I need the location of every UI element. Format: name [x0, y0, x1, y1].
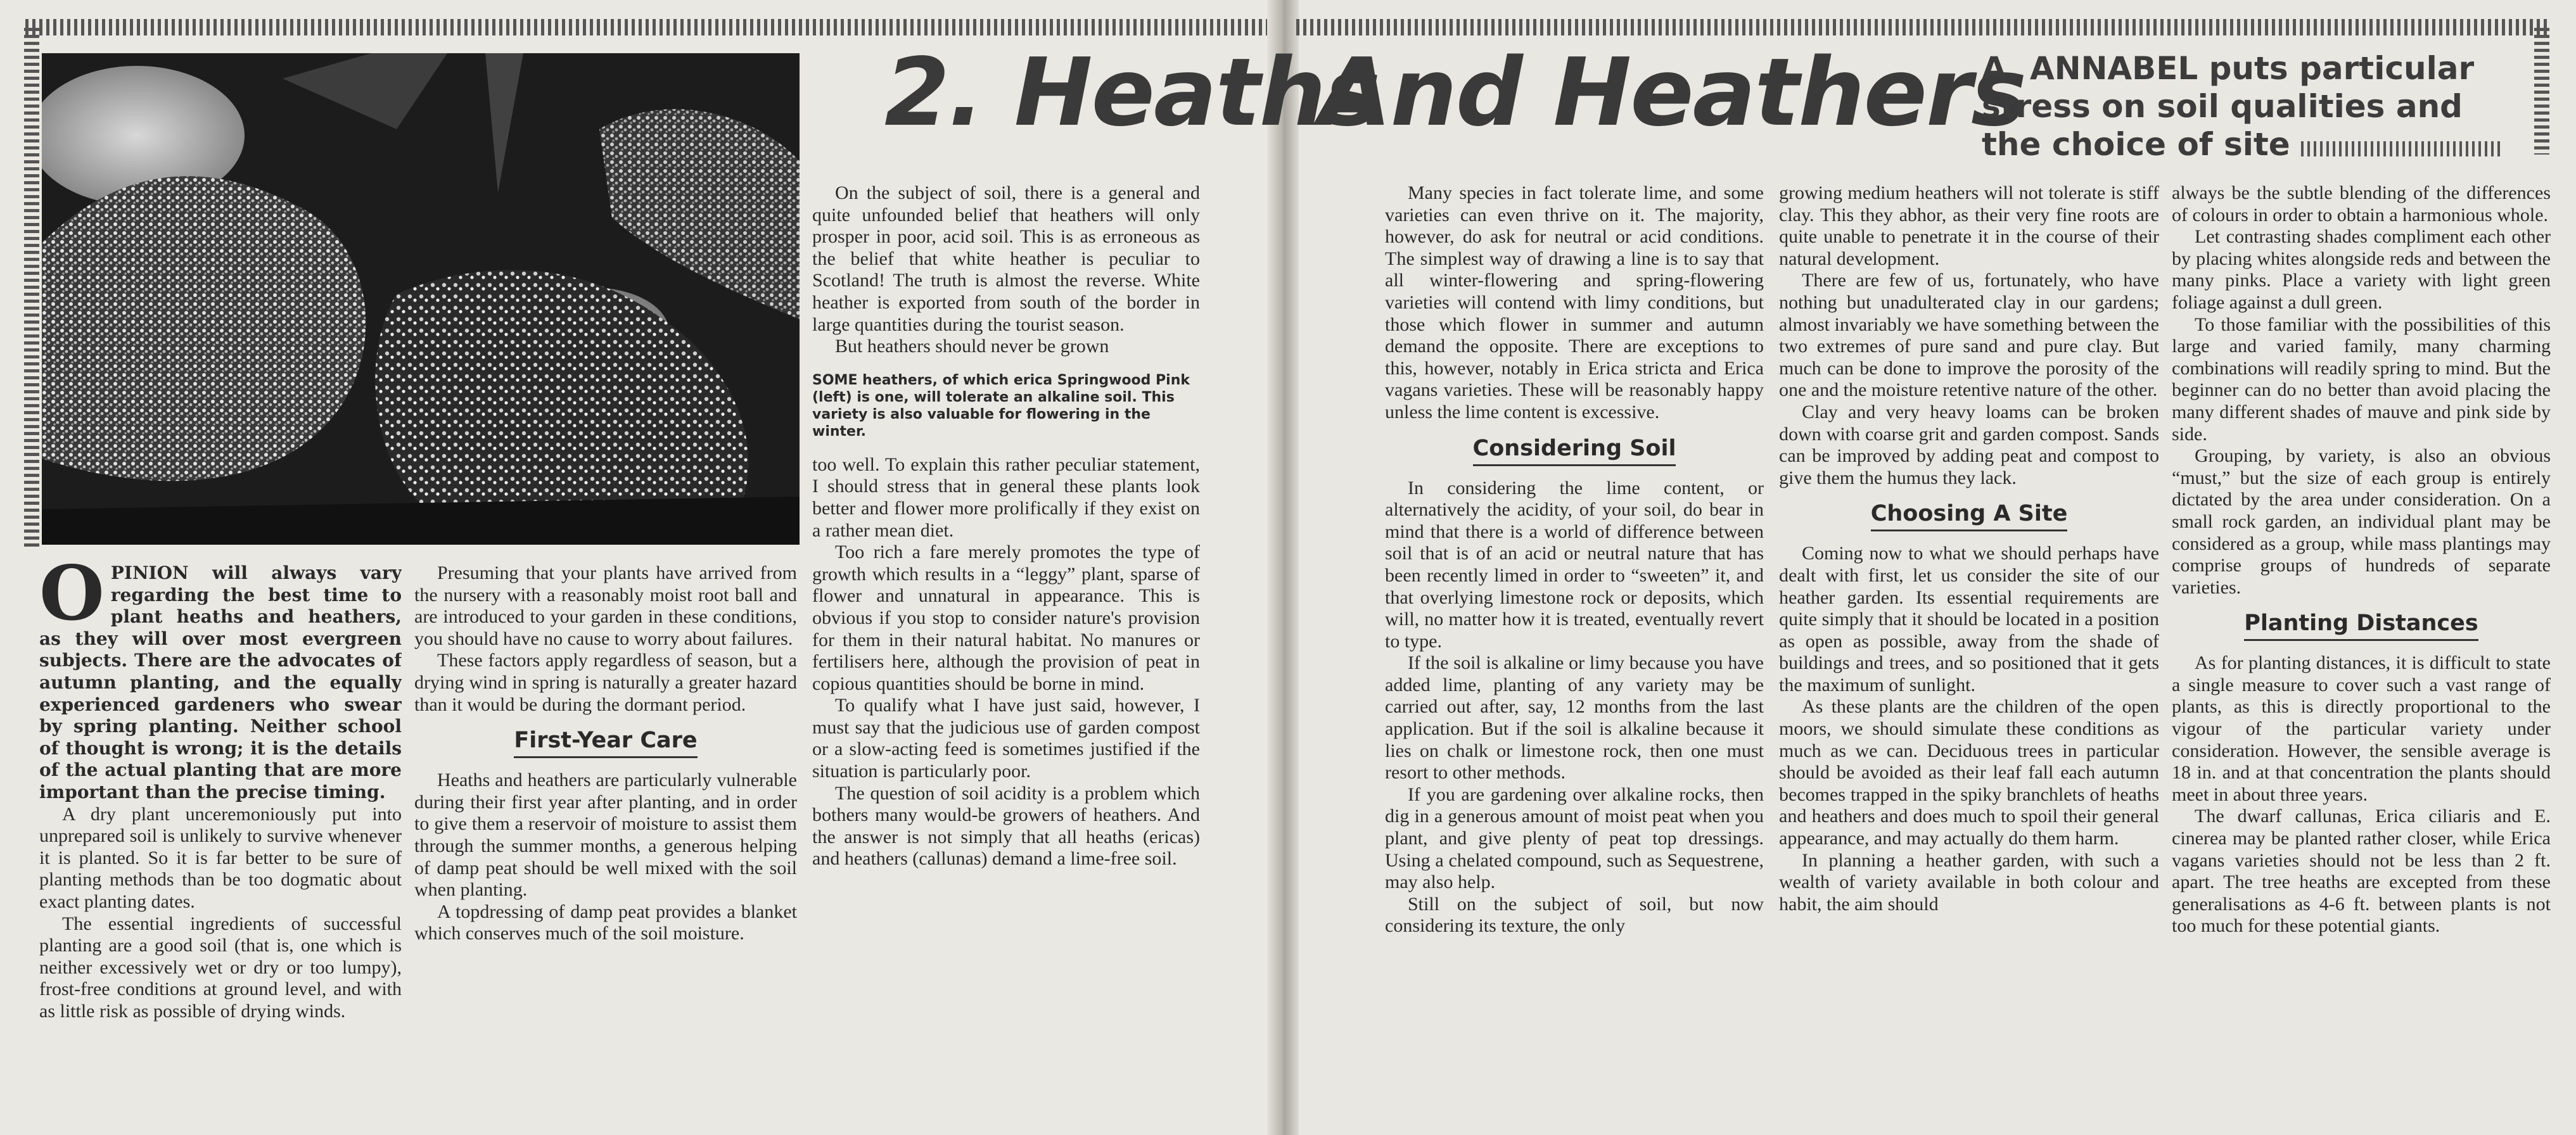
subhead-first-year-care: First-Year Care — [514, 727, 697, 758]
heather-photo — [42, 53, 800, 545]
body-paragraph: But heathers should never be grown — [835, 336, 1109, 357]
column-1 — [39, 562, 402, 1120]
body-paragraph: As these plants are the children of the open moors, we should simulate these conditions as much as we can. Deciduous trees in particular should be avoided as their leaf fall each autumn becomes trapped in the spiky branchlets of heaths and heathers and does much to spoil their general appearance, and may actually do them harm. — [1779, 696, 2159, 849]
body-paragraph: A dry plant unceremoniously put into unprepared soil is unlikely to survive whenever it is planted. So it is far better to be sure of planting methods than be too dogmatic about exact planting dates. — [39, 803, 402, 912]
body-paragraph: In planning a heather garden, with such a wealth of variety available in both colour and habit, the aim should — [1779, 849, 2159, 915]
body-paragraph: Heaths and heathers are particularly vulnerable during their first year after planting, and in order to give them a reservoir of moisture to assist them through the summer months, a generous helping of damp peat should be well mixed with the soil when planting. — [414, 770, 797, 901]
byline-rule — [2301, 141, 2504, 156]
byline-text: A. ANNABEL puts particular stress on soil qualities and the choice of site — [1982, 50, 2475, 163]
body-paragraph: Presuming that your plants have arrived from the nursery with a reasonably moist root ball and are introduced to your garden in these conditions, you should have no cause to worry about failures. — [414, 562, 797, 649]
body-paragraph: Too rich a fare merely promotes the type of growth which results in a “leggy” plant, sparse of flower and unnatural in appearance. This is obvious if you stop to consider nature's provision for them in their natural habitat. No manures or fertilisers here, although the provision of peat in copious quantities should be borne in mind. — [812, 542, 1200, 694]
body-paragraph: There are few of us, fortunately, who have nothing but unadulterated clay in our gardens; almost invariably we have something between the two extremes of pure sand and pure clay. But much can be done to improve the porosity of the one and the moisture retentive nature of the other. — [1779, 270, 2159, 401]
body-paragraph: Many species in fact tolerate lime, and some varieties can even thrive on it. The majority, however, do ask for neutral or acid conditions. The simplest way of drawing a line is to say that all winter-flowering and spring-flowering varieties will contend with limy conditions, but those which flower in summer and autumn demand the opposite. There are exceptions to this, however, notably in Erica stricta and Erica vagans varieties. These will be reasonably happy unless the lime content is excessive. — [1385, 182, 1764, 422]
body-paragraph: always be the subtle blending of the differences of colours in order to obtain a harmonious whole. — [2172, 182, 2551, 225]
body-paragraph: On the subject of soil, there is a general and quite unfounded belief that heathers will only prosper in poor, acid soil. This is as erroneous as the belief that white heather is peculiar to Scotland! The truth is almost the reverse. White heather is exported from south of the border in large quantities during the tourist season. — [812, 182, 1200, 335]
lede-paragraph — [39, 562, 402, 804]
body-paragraph: The question of soil acidity is a problem which bothers many would-be growers of heathers. And the answer is not simply that all heaths (ericas) and heathers (callunas) demand a lime-free soil. — [812, 782, 1200, 870]
subhead-planting-distances: Planting Distances — [2244, 610, 2478, 641]
headline-part-two: And Heathers — [1319, 38, 2026, 147]
body-paragraph: To those familiar with the possibilities of this large and varied family, many charming combinations will readily spring to mind. But the beginner can do no better than avoid placing the many different shades of mauve and pink side by side. — [2172, 314, 2551, 445]
drop-cap: O — [39, 562, 105, 637]
body-paragraph: Still on the subject of soil, but now considering its texture, the only — [1385, 893, 1764, 937]
body-paragraph: growing medium heathers will not tolerate is stiff clay. This they abhor, as their very fine roots are quite unable to penetrate it in the course of their natural development. — [1779, 182, 2159, 269]
column-4 — [1385, 182, 1764, 1120]
subhead-considering-soil: Considering Soil — [1473, 435, 1676, 466]
subhead-choosing-a-site: Choosing A Site — [1871, 500, 2068, 531]
side-rule-right — [2534, 28, 2549, 155]
body-paragraph: To qualify what I have just said, however, I must say that the judicious use of garden compost or a slow-acting feed is sometimes justified if the situation is particularly poor. — [812, 695, 1200, 782]
byline — [1982, 49, 2527, 163]
photo-caption: SOME heathers, of which erica Springwood Pink (left) is one, will tolerate an alkaline soil. This variety is also valuable for flowering in the winter. — [812, 372, 1190, 440]
body-paragraph: The dwarf callunas, Erica ciliaris and E. cinerea may be planted rather closer, while Erica vagans varieties should not be less than 2 ft. apart. The tree heaths are excepted from these generalisations as 4-6 ft. between plants is not too much for these potential giants. — [2172, 806, 2551, 937]
page-gutter — [1267, 0, 1299, 1135]
body-paragraph: too well. To explain this rather peculiar statement, I should stress that in general these plants look better and flower more prolifically if they exist on a rather mean diet. — [812, 453, 1200, 541]
body-paragraph: Let contrasting shades compliment each other by placing whites alongside reds and between the many pinks. Place a variety with light green foliage against a dull green. — [2172, 226, 2551, 313]
headline-part-one: 2. Heaths — [884, 38, 1380, 147]
column-2 — [414, 562, 797, 1120]
side-rule-left — [24, 28, 39, 547]
body-paragraph: These factors apply regardless of season, but a drying wind in spring is naturally a greater hazard than it would be during the dormant period. — [414, 650, 797, 715]
column-6 — [2172, 182, 2551, 1120]
body-paragraph: If the soil is alkaline or limy because you have added lime, planting of any variety may be carried out after, say, 12 months from the last application. But if the soil is alkaline because it lies on chalk or limestone rock, then one must resort to other methods. — [1385, 652, 1764, 783]
top-rule-left — [25, 19, 1267, 35]
body-paragraph: Coming now to what we should perhaps have dealt with first, let us consider the site of our heather garden. Its essential requirements are quite simply that it should be located in a position as open as possible, away from the shade of buildings and trees, and so positioned that it gets the maximum of sunlight. — [1779, 543, 2159, 695]
column-5 — [1779, 182, 2159, 1120]
top-rule-right — [1296, 19, 2548, 35]
body-paragraph: If you are gardening over alkaline rocks, then dig in a generous amount of moist peat when you plant, and give plenty of peat top dressings. Using a chelated compound, such as Sequestrene, may also help. — [1385, 783, 1764, 893]
body-paragraph: A topdressing of damp peat provides a blanket which conserves much of the soil moisture. — [414, 901, 797, 944]
body-paragraph: In considering the lime content, or alternatively the acidity, of your soil, do bear in mind that there is a world of difference between soil that is of an acid or neutral nature that has been recently limed in order to “sweeten” it, and that overlying limestone rock or deposits, which will, no matter how it is treated, eventually revert to type. — [1385, 477, 1764, 652]
body-paragraph: Clay and very heavy loams can be broken down with coarse grit and garden compost. Sands can be improved by adding peat and compost to give them the humus they lack. — [1779, 401, 2159, 488]
lede-text: PINION will always vary regarding the best time to plant heaths and heathers, as they will over most evergreen subjects. There are the advocates of autumn planting, and the equally experienced gardeners who swear by spring planting. Neither school of thought is wrong; it is the details of the actual planting that are more important than the precise timing. — [39, 562, 402, 802]
column-3 — [812, 182, 1200, 1120]
body-paragraph: The essential ingredients of successful planting are a good soil (that is, one which is neither excessively wet or dry or too lumpy), frost-free conditions at ground level, and with as little risk as possible of drying winds. — [39, 913, 402, 1022]
body-paragraph: As for planting distances, it is difficult to state a single measure to cover such a vast range of plants, as this is directly proportional to the vigour of the particular variety under consideration. However, the sensible average is 18 in. and at that concentration the plants should meet in about three years. — [2172, 652, 2551, 805]
body-paragraph: Grouping, by variety, is also an obvious “must,” but the size of each group is entirely dictated by the area under consideration. On a small rock garden, an individual plant may be considered as a group, while mass plantings may comprise groups of hundreds of separate varieties. — [2172, 445, 2551, 598]
